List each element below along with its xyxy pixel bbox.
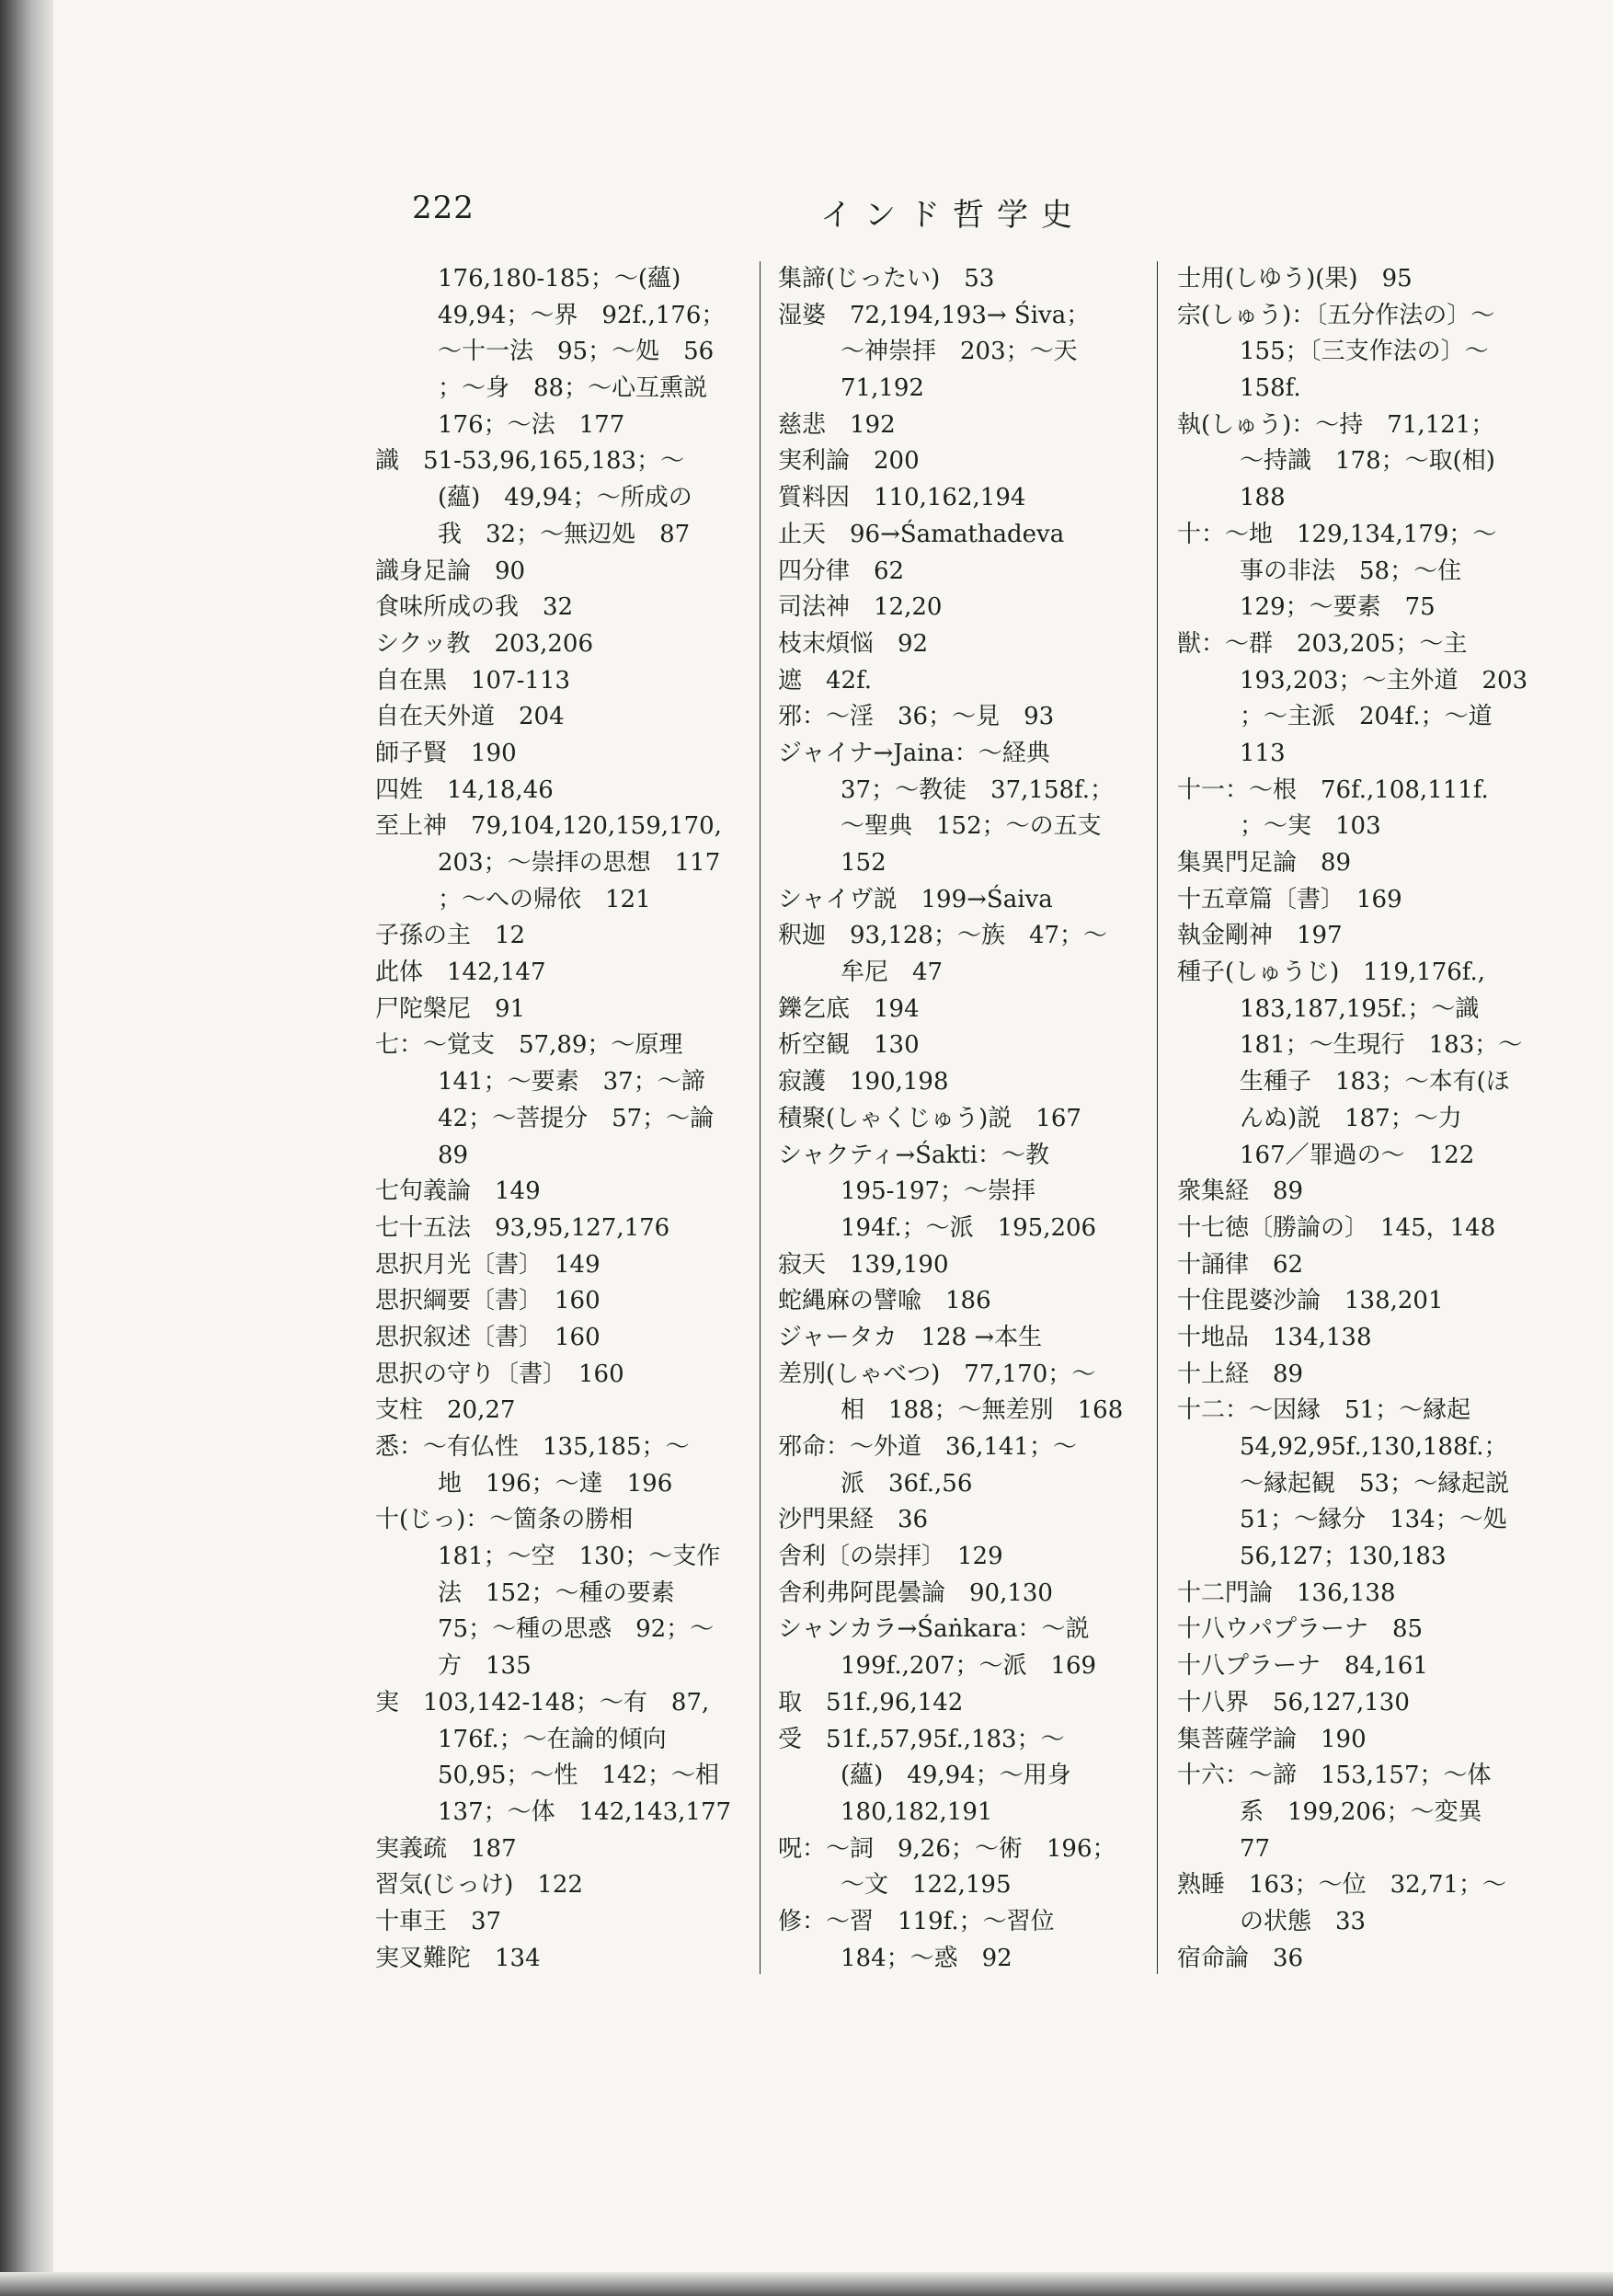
- index-entry: 種子(しゅうじ) 119,176f.,: [1177, 959, 1486, 987]
- index-entry: 集諦(じったい) 53: [778, 265, 995, 293]
- index-entry: 十地品 134,138: [1177, 1323, 1372, 1351]
- index-entry-continuation: 派 36f.,56: [841, 1469, 973, 1498]
- index-entry: 湿婆 72,194,193→ Śiva；: [778, 301, 1091, 329]
- index-entry: 枝末煩悩 92: [778, 629, 929, 658]
- index-entry: 析空観 130: [778, 1031, 920, 1060]
- index-entry-continuation: ～文 122,195: [841, 1871, 1012, 1900]
- index-entry: 釈迦 93,128；～族 47；～: [778, 922, 1108, 950]
- index-entry: 取 51f.,96,142: [778, 1688, 964, 1716]
- index-entry: 遮 42f.: [778, 666, 873, 695]
- index-entry: 師子賢 190: [375, 739, 517, 767]
- index-entry: 十七徳〔勝論の〕 145，148: [1177, 1213, 1496, 1242]
- index-entry-continuation: 183,187,195f.；～識: [1240, 994, 1480, 1023]
- index-entry-continuation: 50,95；～性 142；～相: [438, 1762, 720, 1790]
- index-entry: 十八プラーナ 84,161: [1177, 1652, 1428, 1681]
- running-title: インド哲学史: [820, 197, 1085, 234]
- index-entry: 寂天 139,190: [778, 1250, 949, 1279]
- index-entry: 積聚(しゃくじゅう)説 167: [778, 1104, 1081, 1132]
- index-entry: 支柱 20,27: [375, 1396, 516, 1425]
- index-entry: 実利論 200: [778, 447, 920, 476]
- index-entry-continuation: (蘊) 49,94；～用身: [841, 1762, 1071, 1790]
- index-entry: 邪命：～外道 36,141；～: [778, 1433, 1077, 1461]
- index-entry: 識身足論 90: [375, 557, 526, 585]
- index-entry: 食味所成の我 32: [375, 593, 574, 622]
- index-entry: 至上神 79,104,120,159,170,: [375, 812, 722, 841]
- index-entry-continuation: 事の非法 58；～住: [1240, 557, 1462, 585]
- index-column-1: [375, 261, 761, 1991]
- index-entry-continuation: の状態 33: [1240, 1907, 1367, 1935]
- index-entry: 獣：～群 203,205；～主: [1177, 629, 1468, 658]
- index-entry: 受 51f.,57,95f.,183；～: [778, 1725, 1065, 1753]
- index-entry: 七：～覚支 57,89；～原理: [375, 1031, 683, 1060]
- index-entry: 悉：～有仏性 135,185；～: [375, 1433, 690, 1461]
- index-entry: 熟睡 163；～位 32,71；～: [1177, 1871, 1507, 1900]
- index-entry-continuation: ；～身 88；～心互熏説: [438, 374, 708, 403]
- index-entry: 十二門論 136,138: [1177, 1578, 1396, 1607]
- index-entry: 質料因 110,162,194: [778, 484, 1026, 512]
- index-entry-continuation: 129；～要素 75: [1240, 593, 1436, 622]
- index-entry-continuation: ～持識 178；～取(相): [1240, 447, 1495, 476]
- index-entry: 司法神 12,20: [778, 593, 943, 622]
- index-entry: シャイヴ説 199→Śaiva: [778, 885, 1053, 913]
- index-entry-continuation: 我 32；～無辺処 87: [438, 520, 691, 548]
- index-entry-continuation: 地 196；～達 196: [438, 1469, 673, 1498]
- index-entry-continuation: ～十一法 95；～処 56: [438, 338, 715, 366]
- index-entry: 止天 96→Śamathadeva: [778, 520, 1065, 548]
- index-entry: 思択月光〔書〕 149: [375, 1250, 601, 1279]
- index-entry: 執(しゅう)：～持 71,121；: [1177, 410, 1495, 439]
- page-number: 222: [412, 189, 475, 226]
- index-entry: 思択綱要〔書〕 160: [375, 1287, 601, 1315]
- index-entry-continuation: 155；〔三支作法の〕～: [1240, 338, 1489, 366]
- index-entry-continuation: 176,180-185；～(蘊): [438, 265, 681, 293]
- index-entry-continuation: 158f.: [1240, 374, 1301, 403]
- index-entry: 此体 142,147: [375, 959, 546, 987]
- index-entry-continuation: 56,127；130,183: [1240, 1543, 1447, 1571]
- index-entry: 実 103,142-148；～有 87,: [375, 1688, 710, 1716]
- index-entry: 十二：～因縁 51；～縁起: [1177, 1396, 1471, 1425]
- index-entry: 宗(しゅう)：〔五分作法の〕～: [1177, 301, 1495, 329]
- index-entry: 十六：～諦 153,157；～体: [1177, 1762, 1492, 1790]
- index-entry-continuation: ～聖典 152；～の五支: [841, 812, 1102, 841]
- index-entry-continuation: 方 135: [438, 1652, 532, 1681]
- index-entry: 邪：～淫 36；～見 93: [778, 703, 1055, 731]
- index-entry-continuation: 195-197；～崇拝: [841, 1177, 1036, 1206]
- index-entry: 舎利弗阿毘曇論 90,130: [778, 1578, 1053, 1607]
- index-entry: 寂護 190,198: [778, 1068, 949, 1096]
- index-entry: 沙門果経 36: [778, 1506, 929, 1534]
- index-entry: 慈悲 192: [778, 410, 896, 439]
- index-entry-continuation: 141；～要素 37；～諦: [438, 1068, 705, 1096]
- index-entry-continuation: 牟尼 47: [841, 959, 944, 987]
- index-entry: 十八界 56,127,130: [1177, 1688, 1410, 1716]
- index-entry-continuation: 71,192: [841, 374, 924, 403]
- index-entry: 蛇縄麻の譬喩 186: [778, 1287, 991, 1315]
- book-spine-shadow: [0, 0, 53, 2296]
- index-column-2: [778, 261, 1162, 1991]
- index-entry: 七十五法 93,95,127,176: [375, 1213, 670, 1242]
- index-entry: 執金剛神 197: [1177, 922, 1343, 950]
- page-bottom-edge: [0, 2272, 1613, 2296]
- index-entry: ジャータカ 128 →本生: [778, 1323, 1043, 1351]
- index-entry-continuation: ；～実 103: [1240, 812, 1381, 841]
- index-entry-continuation: 37；～教徒 37,158f.；: [841, 775, 1115, 804]
- index-entry: 差別(しゃべつ) 77,170；～: [778, 1360, 1096, 1388]
- index-entry: 舎利〔の崇拝〕 129: [778, 1543, 1003, 1571]
- index-entry: 十車王 37: [375, 1907, 502, 1935]
- index-entry: 十住毘婆沙論 138,201: [1177, 1287, 1444, 1315]
- index-entry: 四分律 62: [778, 557, 905, 585]
- index-entry: 十誦律 62: [1177, 1250, 1304, 1279]
- index-entry-continuation: 生種子 183；～本有(ほ: [1240, 1068, 1510, 1096]
- index-entry: 思択の守り〔書〕 160: [375, 1360, 624, 1388]
- index-entry-continuation: んぬ)説 187；～力: [1240, 1104, 1462, 1132]
- index-entry-continuation: 188: [1240, 484, 1286, 512]
- index-entry-continuation: ；～主派 204f.；～道: [1240, 703, 1493, 731]
- index-entry-continuation: (蘊) 49,94；～所成の: [438, 484, 692, 512]
- index-entry-continuation: 180,182,191: [841, 1797, 993, 1826]
- index-entry-continuation: 75；～種の思惑 92；～: [438, 1615, 715, 1644]
- index-entry: 集菩薩学論 190: [1177, 1725, 1367, 1753]
- index-entry-continuation: 法 152；～種の要素: [438, 1578, 675, 1607]
- index-entry-continuation: ～神崇拝 203；～天: [841, 338, 1078, 366]
- index-entry-continuation: 51；～縁分 134；～処: [1240, 1506, 1507, 1534]
- index-entry: 七句義論 149: [375, 1177, 541, 1206]
- index-entry: 識 51-53,96,165,183；～: [375, 447, 685, 476]
- index-entry-continuation: 193,203；～主外道 203: [1240, 666, 1528, 695]
- index-entry-continuation: 181；～空 130；～支作: [438, 1543, 721, 1571]
- index-entry: ジャイナ→Jaina：～経典: [778, 739, 1050, 767]
- index-entry: 自在黒 107-113: [375, 666, 571, 695]
- index-entry: 子孫の主 12: [375, 922, 526, 950]
- index-entry-continuation: ；～への帰依 121: [438, 885, 651, 913]
- index-entry: 十八ウパプラーナ 85: [1177, 1615, 1424, 1644]
- index-entry: 呪：～詞 9,26；～術 196；: [778, 1834, 1116, 1863]
- index-entry-continuation: 176；～法 177: [438, 410, 625, 439]
- index-entry: 尸陀槃尼 91: [375, 994, 526, 1023]
- column-divider: [1157, 261, 1158, 1974]
- index-entry: 士用(しゆう)(果) 95: [1177, 265, 1413, 293]
- index-entry-continuation: 137；～体 142,143,177: [438, 1797, 732, 1826]
- index-entry-continuation: 194f.；～派 195,206: [841, 1213, 1097, 1242]
- index-entry-continuation: 77: [1240, 1834, 1271, 1863]
- index-entry: 十上経 89: [1177, 1360, 1304, 1388]
- index-entry: 実叉難陀 134: [375, 1944, 541, 1972]
- index-entry: 鑠乞底 194: [778, 994, 920, 1023]
- index-entry-continuation: ～縁起観 53；～縁起説: [1240, 1469, 1510, 1498]
- index-entry: 集異門足論 89: [1177, 849, 1352, 877]
- index-entry-continuation: 42；～菩提分 57；～論: [438, 1104, 715, 1132]
- index-entry: シャンカラ→Śaṅkara：～説: [778, 1615, 1090, 1644]
- index-entry-continuation: 系 199,206；～変異: [1240, 1797, 1482, 1826]
- index-entry-continuation: 113: [1240, 739, 1286, 767]
- index-entry-continuation: 199f.,207；～派 169: [841, 1652, 1097, 1681]
- index-entry: 習気(じっけ) 122: [375, 1871, 583, 1900]
- index-entry-continuation: 184；～惑 92: [841, 1944, 1012, 1972]
- index-entry-continuation: 54,92,95f.,130,188f.；: [1240, 1433, 1508, 1461]
- index-entry: 実義疏 187: [375, 1834, 517, 1863]
- index-entry: 十一：～根 76f.,108,111f.: [1177, 775, 1489, 804]
- index-entry-continuation: 181；～生現行 183；～: [1240, 1031, 1523, 1060]
- index-column-3: [1177, 261, 1563, 1991]
- index-entry-continuation: 89: [438, 1141, 469, 1169]
- index-entry-continuation: 167／罪過の～ 122: [1240, 1141, 1475, 1169]
- index-entry: 衆集経 89: [1177, 1177, 1304, 1206]
- index-entry: 四姓 14,18,46: [375, 775, 554, 804]
- index-entry-continuation: 49,94；～界 92f.,176；: [438, 301, 726, 329]
- index-entry: 十五章篇〔書〕 169: [1177, 885, 1402, 913]
- index-entry: 自在天外道 204: [375, 703, 565, 731]
- index-entry: 思択叙述〔書〕 160: [375, 1323, 601, 1351]
- index-entry: 十：～地 129,134,179；～: [1177, 520, 1497, 548]
- column-divider: [760, 261, 761, 1974]
- index-entry-continuation: 相 188；～無差別 168: [841, 1396, 1124, 1425]
- index-entry-continuation: 203；～崇拝の思想 117: [438, 849, 721, 877]
- index-entry: 十(じっ)：～箇条の勝相: [375, 1506, 634, 1534]
- index-entry: 修：～習 119f.；～習位: [778, 1907, 1055, 1935]
- index-entry-continuation: 176f.；～在論的傾向: [438, 1725, 667, 1753]
- index-entry-continuation: 152: [841, 849, 887, 877]
- index-entry: シャクティ→Śakti：～教: [778, 1141, 1050, 1169]
- index-entry: 宿命論 36: [1177, 1944, 1304, 1972]
- index-entry: シクッ教 203,206: [375, 629, 593, 658]
